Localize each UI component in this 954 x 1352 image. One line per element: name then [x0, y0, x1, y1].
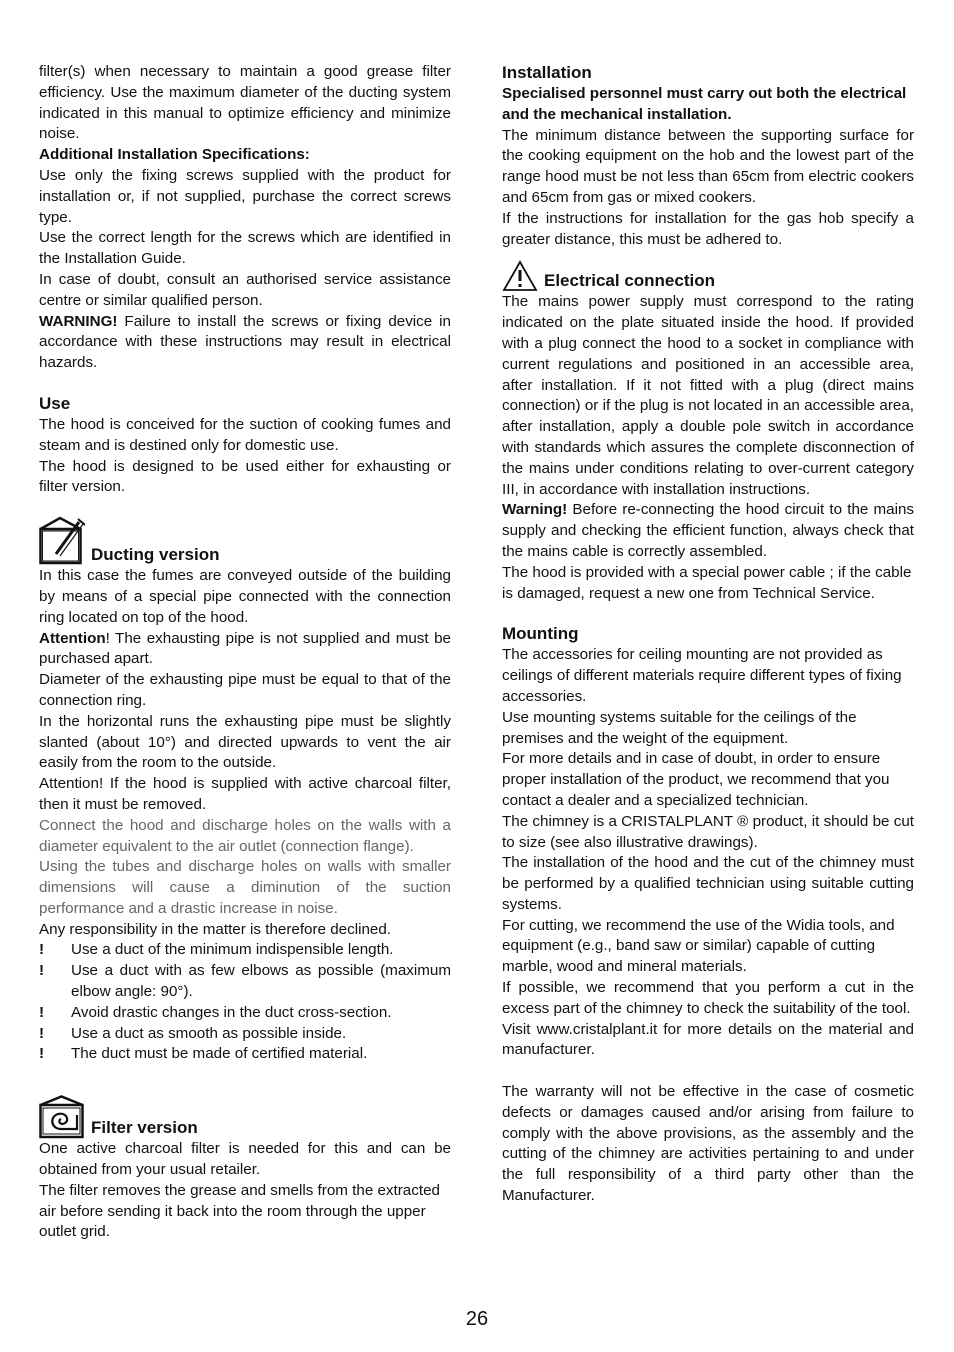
ducting-p1: In this case the fumes are conveyed outside of the building by means of a special pipe connected with the connection ring located on top of the hood.: [39, 567, 451, 626]
warning-text: Failure to install the screws or fixing device in accordance with these instructions may result in electrical hazards.: [39, 312, 451, 372]
installation-heading: Installation: [502, 63, 592, 82]
page-number: 26: [465, 1308, 489, 1330]
mounting-p8: Visit www.cristalplant.it for more details on the material and manufacturer.: [502, 1020, 914, 1059]
warning-label: WARNING!: [39, 312, 118, 330]
warranty-paragraph: The warranty will not be effective in the case of cosmetic defects or damages caused and/or arising from failure to comply with the above provisions, as the assembly and the cutting of the chimney are activities pertaining to and under the full responsibility of a third party other than the Manufacturer.: [502, 1083, 914, 1205]
intro-paragraph: filter(s) when necessary to maintain a good grease filter efficiency. Use the maximum diameter of the ducting system indicated in this manual to optimize efficiency and minimize noise.: [39, 63, 451, 143]
ducting-heading-row: [39, 516, 451, 566]
filter-p2: The filter removes the grease and smells from the extracted air before sending it back into the room through the upper outlet grid.: [39, 1181, 440, 1241]
house-filter-icon: [39, 1095, 85, 1139]
additional-specs-heading: Additional Installation Specifications:: [39, 146, 310, 164]
electrical-warning-label: Warning!: [502, 501, 568, 519]
warning-paragraph: [39, 312, 451, 374]
filter-heading-row: [39, 1095, 451, 1139]
ducting-p8: Any responsibility in the matter is therefore declined.: [39, 920, 392, 938]
installation-p1: The minimum distance between the supporting surface for the cooking equipment on the hob and the lowest part of the range hood must be not less than 65cm from electric cookers and 65cm from gas or mixed cookers.: [502, 126, 914, 206]
duct-bullet: ! Avoid drastic changes in the duct cross-section.: [39, 1003, 392, 1021]
mounting-p3: For more details and in case of doubt, in order to ensure proper installation of the product, we recommend that you contact a dealer and a specialized technician.: [502, 750, 890, 809]
additional-specs-p3: In case of doubt, consult an authorised service assistance centre or similar qualified person.: [39, 270, 451, 309]
mounting-p1: The accessories for ceiling mounting are not provided as ceilings of different materials require different types of fixing accessories.: [502, 646, 902, 705]
filter-p1: One active charcoal filter is needed for this and can be obtained from your usual retailer.: [39, 1140, 451, 1179]
filter-heading: Filter version: [91, 1118, 198, 1138]
additional-specs-p2: Use the correct length for the screws which are identified in the Installation Guide.: [39, 229, 451, 268]
right-column: [502, 62, 914, 1207]
attention-text: ! The exhausting pipe is not supplied and must be purchased apart.: [39, 629, 451, 668]
ducting-p7: Using the tubes and discharge holes on walls with smaller dimensions will cause a diminution of the suction performance and a drastic increase in noise.: [39, 858, 451, 917]
use-heading: Use: [39, 393, 71, 413]
electrical-heading: Electrical connection: [544, 271, 715, 291]
duct-bullet: ! The duct must be made of certified material.: [39, 1045, 368, 1063]
ducting-p5: Attention! If the hood is supplied with active charcoal filter, then it must be removed.: [39, 775, 451, 813]
ducting-p3: Diameter of the exhausting pipe must be equal to that of the connection ring.: [39, 671, 451, 709]
mounting-p5: The installation of the hood and the cut of the chimney must be performed by a qualified technician using suitable cutting systems.: [502, 854, 914, 913]
mounting-p4: The chimney is a CRISTALPLANT ® product, it should be cut to size (see also illustrative drawings).: [502, 812, 914, 851]
electrical-heading-row: [502, 260, 914, 292]
mounting-p2: Use mounting systems suitable for the ceilings of the premises and the weight of the equipment.: [502, 708, 857, 747]
warning-triangle-icon: [502, 260, 538, 292]
ducting-p6: Connect the hood and discharge holes on the walls with a diameter equivalent to the air outlet (connection flange).: [39, 816, 451, 855]
installation-bold-note: Specialised personnel must carry out both the electrical and the mechanical installation.: [502, 85, 907, 123]
electrical-warning-text: Before re-connecting the hood circuit to the mains supply and checking the efficient function, always check that the mains cable is correctly assembled.: [502, 501, 914, 560]
additional-specs-p1: Use only the fixing screws supplied with the product for installation or, if not supplied, purchase the correct screws type.: [39, 166, 451, 226]
house-duct-icon: [39, 516, 85, 566]
left-column: [39, 62, 451, 1243]
mounting-p7: If possible, we recommend that you perform a cut in the excess part of the chimney to check the suitability of the tool.: [502, 979, 914, 1017]
duct-bullet: ! Use a duct as smooth as possible inside.: [39, 1024, 347, 1042]
ducting-p4: In the horizontal runs the exhausting pipe must be slightly slanted (about 10°) and directed upwards to vent the air easily from the room to the outside.: [39, 712, 451, 772]
duct-bullet: ! Use a duct of the minimum indispensible length.: [39, 941, 394, 959]
mounting-p6: For cutting, we recommend the use of the Widia tools, and equipment (e.g., band saw or similar) capable of cutting marble, wood and mineral materials.: [502, 916, 895, 976]
electrical-warning: [502, 500, 914, 562]
ducting-heading: Ducting version: [91, 545, 220, 565]
duct-bullet: ! Use a duct with as few elbows as possible (maximum elbow angle: 90°).: [39, 962, 451, 1001]
use-p2: The hood is designed to be used either for exhausting or filter version.: [39, 457, 451, 496]
use-p1: The hood is conceived for the suction of cooking fumes and steam and is destined only for domestic use.: [39, 415, 451, 454]
electrical-p1: The mains power supply must correspond to the rating indicated on the plate situated inside the hood. If provided with a plug connect the hood to a socket in compliance with current regulations and positioned in an accessible area, after installation. If it not fitted with a plug (direct mains connection) or if the plug is not located in an accessible area, after installation, apply a double pole switch in accordance with standards which assures the complete disconnection of the mains under conditions relating to over-current category III, in accordance with installation instructions.: [502, 293, 914, 498]
installation-p2: If the instructions for installation for the gas hob specify a greater distance, this must be adhered to.: [502, 209, 914, 248]
attention-label: Attention: [39, 629, 106, 647]
mounting-heading: Mounting: [502, 624, 579, 644]
electrical-p3: The hood is provided with a special power cable ; if the cable is damaged, request a new one from Technical Service.: [502, 563, 912, 602]
ducting-attention: [39, 629, 451, 671]
